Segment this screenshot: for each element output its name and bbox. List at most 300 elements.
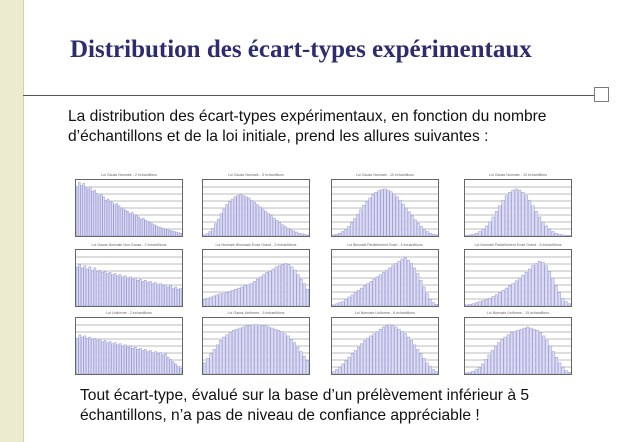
histogram-bar: [162, 228, 164, 236]
histogram-bar: [162, 355, 164, 374]
histogram-bar: [372, 195, 374, 236]
histogram-bar: [407, 337, 409, 374]
histogram-bar: [385, 270, 387, 306]
histogram-bar: [435, 235, 437, 236]
histogram-bar: [225, 293, 227, 306]
histogram-bar: [357, 290, 359, 306]
histogram-bar: [87, 189, 89, 236]
chart-plot-area: [331, 317, 439, 375]
histogram-bar: [395, 327, 397, 374]
histogram-bar: [94, 338, 96, 374]
histogram-bar: [212, 228, 214, 236]
histogram-bar: [247, 285, 249, 306]
histogram-bar: [469, 304, 472, 306]
histogram-bar: [530, 328, 533, 374]
histogram-bar: [256, 205, 258, 236]
histogram-bar: [112, 202, 114, 236]
histogram-bar: [278, 266, 280, 306]
histogram-bar: [223, 209, 225, 236]
histogram-bar: [551, 232, 554, 236]
histogram-bar: [335, 304, 337, 306]
histogram-chart-9: [75, 311, 183, 383]
histogram-bar: [416, 274, 418, 306]
chart-title: Loi Gauss Normale - 15 échantillons: [489, 173, 547, 177]
histogram-bar: [432, 303, 434, 306]
histogram-bar: [518, 278, 521, 306]
histogram-bar: [357, 214, 359, 236]
histogram-bar: [520, 329, 523, 374]
histogram-bar: [332, 305, 334, 306]
histogram-bar: [432, 234, 434, 236]
histogram-bar: [160, 284, 162, 306]
histogram-bar: [81, 337, 83, 374]
histogram-bar: [548, 229, 551, 236]
histogram-bar: [117, 276, 119, 306]
histogram-bar: [535, 263, 538, 306]
histogram-bar: [363, 286, 365, 306]
histogram-svg: [203, 250, 309, 306]
histogram-bar: [568, 372, 571, 374]
histogram-svg: [332, 318, 438, 374]
chart-title: Loi Gauss Normale - 2 échantillons: [101, 173, 157, 177]
histogram-bar: [388, 268, 390, 306]
histogram-bar: [488, 355, 491, 374]
histogram-bar: [152, 353, 154, 374]
chart-title: Loi Gauss Normale - 5 échantillons: [228, 173, 284, 177]
histogram-bar: [339, 367, 341, 374]
histogram-bar: [169, 230, 171, 236]
histogram-bar: [472, 304, 475, 306]
histogram-bar: [410, 340, 412, 374]
histogram-bar: [306, 361, 309, 374]
histogram-bar: [291, 267, 293, 306]
histogram-bar: [423, 358, 425, 374]
histogram-bar: [420, 354, 422, 374]
histogram-bar: [203, 235, 205, 236]
histogram-bar: [122, 346, 124, 374]
histogram-bar: [170, 359, 172, 374]
histogram-bar: [256, 279, 258, 306]
histogram-bar: [290, 230, 292, 236]
histogram-bar: [287, 265, 289, 306]
histogram-bar: [78, 182, 80, 236]
histogram-bar: [242, 196, 244, 236]
histogram-bar: [255, 325, 258, 374]
histogram-bar: [144, 349, 146, 374]
chart-plot-area: [464, 249, 572, 307]
histogram-bar: [279, 223, 281, 236]
histogram-bar: [405, 208, 407, 236]
histogram-bar: [165, 354, 167, 374]
histogram-bar: [172, 362, 174, 374]
histogram-bar: [370, 336, 372, 374]
histogram-bar: [416, 349, 418, 374]
histogram-bar: [475, 370, 478, 374]
histogram-bar: [522, 192, 525, 236]
histogram-bar: [410, 263, 412, 306]
divider-end-box: [594, 87, 609, 102]
histogram-bar: [376, 277, 378, 306]
histogram-bar: [426, 294, 428, 306]
histogram-bar: [127, 278, 129, 306]
histogram-chart-2: [202, 173, 310, 245]
histogram-bar: [512, 284, 515, 306]
histogram-bar: [344, 229, 346, 236]
histogram-bar: [281, 225, 283, 236]
histogram-svg: [76, 180, 182, 236]
histogram-bar: [94, 190, 96, 236]
histogram-bar: [101, 195, 103, 236]
histogram-bar: [411, 216, 413, 236]
histogram-bar: [417, 223, 419, 236]
histogram-bar: [508, 192, 511, 236]
histogram-bar: [341, 232, 343, 236]
histogram-bar: [382, 272, 384, 306]
histogram-bar: [332, 235, 334, 236]
intro-paragraph: La distribution des écart-types expérimentaux, en fonction du nombre d’échantillons et de la loi initiale, prend les allures suivantes :: [68, 108, 547, 145]
histogram-bar: [165, 229, 167, 236]
histogram-bar: [206, 234, 208, 236]
chart-title: Loi Normale Uniforme - 8 échantillons: [354, 311, 416, 315]
histogram-bar: [91, 339, 93, 374]
histogram-chart-5: [75, 243, 183, 315]
histogram-bar: [273, 218, 275, 236]
histogram-bar: [114, 343, 116, 374]
histogram-bar: [402, 204, 404, 236]
histogram-bar: [339, 303, 341, 306]
histogram-bar: [332, 372, 334, 374]
histogram-bar: [214, 224, 216, 236]
histogram-bar: [276, 220, 278, 236]
histogram-bar: [561, 235, 564, 236]
histogram-bar: [381, 190, 383, 236]
histogram-chart-8: [464, 243, 572, 315]
histogram-bar: [298, 233, 300, 236]
histogram-bar: [270, 216, 272, 236]
histogram-bar: [157, 285, 159, 306]
histogram-bar: [79, 265, 81, 306]
histogram-bar: [131, 212, 133, 236]
chart-title: Loi Normale Partiellement Ecart Grand - 5 échantillons: [474, 243, 562, 247]
histogram-bar: [124, 276, 126, 306]
histogram-bar: [263, 275, 265, 306]
histogram-bar: [81, 186, 83, 236]
histogram-bar: [228, 291, 230, 306]
histogram-bar: [545, 226, 548, 236]
histogram-bar: [390, 192, 392, 236]
histogram-bar: [568, 235, 571, 236]
histogram-bar: [142, 281, 144, 306]
histogram-bar: [269, 271, 271, 306]
histogram-svg: [465, 318, 571, 374]
histogram-bar: [426, 232, 428, 236]
histogram-bar: [396, 197, 398, 236]
histogram-bar: [94, 268, 96, 306]
histogram-bar: [413, 268, 415, 306]
histogram-bar: [259, 207, 261, 236]
histogram-bar: [297, 275, 299, 306]
histogram-bar: [523, 328, 526, 374]
histogram-bar: [375, 192, 377, 236]
histogram-bar: [129, 277, 131, 306]
histogram-bar: [392, 326, 394, 374]
histogram-bar: [538, 261, 541, 306]
histogram-bar: [287, 336, 290, 374]
histogram-bar: [149, 223, 151, 236]
histogram-bar: [478, 367, 481, 374]
histogram-bar: [116, 204, 118, 236]
histogram-bar: [348, 297, 350, 306]
histogram-bar: [404, 334, 406, 374]
histogram-bar: [104, 340, 106, 374]
histogram-bar: [222, 294, 224, 306]
histogram-bar: [103, 197, 105, 236]
histogram-bar: [242, 327, 245, 374]
histogram-bar: [515, 281, 518, 306]
histogram-bar: [220, 214, 222, 236]
histogram-bar: [104, 271, 106, 306]
histogram-bar: [535, 211, 538, 236]
histogram-bar: [114, 205, 116, 236]
histogram-bar: [536, 330, 539, 374]
histogram-bar: [177, 366, 179, 374]
histogram-bar: [335, 234, 337, 236]
histogram-bar: [209, 232, 211, 236]
histogram-bar: [293, 231, 295, 236]
histogram-chart-4: [464, 173, 572, 245]
histogram-bar: [89, 267, 91, 306]
histogram-svg: [332, 180, 438, 236]
histogram-bar: [465, 235, 468, 236]
histogram-bar: [76, 267, 78, 306]
histogram-bar: [127, 211, 129, 236]
histogram-bar: [147, 221, 149, 236]
histogram-bar: [539, 333, 542, 374]
histogram-bar: [401, 259, 403, 306]
histogram-bar: [203, 299, 205, 306]
histogram-bar: [137, 280, 139, 306]
histogram-svg: [332, 250, 438, 306]
histogram-bar: [129, 214, 131, 236]
histogram-bar: [482, 300, 485, 306]
histogram-bar: [129, 346, 131, 374]
histogram-bar: [401, 331, 403, 374]
histogram-bar: [565, 235, 568, 236]
histogram-bar: [180, 288, 182, 306]
chart-title: Loi Normale Uniforme - 15 échantillons: [486, 311, 550, 315]
histogram-bar: [235, 329, 238, 374]
histogram-bar: [210, 297, 212, 306]
histogram-bar: [351, 295, 353, 306]
histogram-bar: [508, 286, 511, 306]
histogram-bar: [290, 339, 293, 374]
histogram-bar: [237, 196, 239, 236]
histogram-bar: [501, 339, 504, 374]
histogram-bar: [348, 357, 350, 374]
histogram-bar: [240, 195, 242, 236]
histogram-bar: [281, 265, 283, 306]
histogram-bar: [147, 282, 149, 306]
chart-title: Loi Bimodal Partiellement Ecart - 5 échantillons: [347, 243, 423, 247]
histogram-bar: [114, 274, 116, 306]
histogram-bar: [248, 198, 250, 236]
histogram-bar: [555, 233, 558, 236]
histogram-bar: [213, 296, 215, 306]
histogram-bar: [357, 347, 359, 374]
histogram-bar: [399, 200, 401, 236]
chart-title: Loi Normale Bimodale Ecart Grand - 5 échantillons: [215, 243, 297, 247]
histogram-svg: [465, 180, 571, 236]
chart-plot-area: [202, 249, 310, 307]
histogram-bar: [423, 229, 425, 236]
histogram-bar: [229, 333, 232, 374]
histogram-bar: [532, 266, 535, 306]
histogram-bar: [414, 220, 416, 236]
histogram-bar: [101, 272, 103, 306]
histogram-bar: [137, 349, 139, 374]
histogram-bar: [354, 293, 356, 306]
histogram-bar: [250, 284, 252, 306]
histogram-bar: [107, 274, 109, 306]
histogram-bar: [475, 233, 478, 236]
histogram-bar: [517, 330, 520, 374]
histogram-bar: [294, 270, 296, 306]
histogram-bar: [378, 191, 380, 236]
histogram-bar: [528, 200, 531, 236]
histogram-bar: [226, 205, 228, 236]
histogram-bar: [98, 196, 100, 236]
histogram-bar: [124, 345, 126, 374]
chart-plot-area: [464, 317, 572, 375]
histogram-bar: [306, 289, 308, 306]
histogram-bar: [360, 210, 362, 236]
histogram-chart-6: [202, 243, 310, 315]
histogram-bar: [156, 226, 158, 236]
histogram-bar: [96, 271, 98, 306]
histogram-bar: [284, 334, 287, 374]
histogram-bar: [149, 350, 151, 374]
histogram-bar: [284, 263, 286, 306]
histogram-bar: [125, 210, 127, 236]
histogram-bar: [350, 223, 352, 236]
histogram-bar: [231, 290, 233, 306]
histogram-bar: [134, 347, 136, 374]
histogram-chart-1: [75, 173, 183, 245]
histogram-bar: [81, 268, 83, 306]
histogram-bar: [300, 279, 302, 306]
histogram-bar: [363, 340, 365, 374]
histogram-bar: [160, 228, 162, 236]
histogram-bar: [295, 232, 297, 236]
chart-plot-area: [331, 249, 439, 307]
slide-title: Distribution des écart-types expérimentaux: [70, 36, 532, 63]
histogram-bar: [206, 298, 208, 306]
histogram-bar: [217, 219, 219, 236]
histogram-bar: [495, 211, 498, 236]
histogram-bar: [120, 208, 122, 236]
histogram-bar: [426, 363, 428, 374]
histogram-bar: [420, 226, 422, 236]
histogram-svg: [465, 250, 571, 306]
histogram-bar: [142, 350, 144, 374]
histogram-bar: [84, 336, 86, 374]
histogram-bar: [304, 234, 306, 236]
histogram-bar: [502, 200, 505, 236]
histogram-bar: [213, 349, 216, 374]
histogram-bar: [99, 270, 101, 306]
histogram-bar: [167, 230, 169, 236]
histogram-bar: [271, 328, 274, 374]
chart-title: Loi Gauss Uniforme - 5 échantillons: [227, 311, 285, 315]
histogram-bar: [408, 212, 410, 236]
histogram-bar: [379, 275, 381, 306]
histogram-bar: [497, 343, 500, 374]
histogram-bar: [369, 198, 371, 236]
histogram-bar: [373, 334, 375, 374]
histogram-bar: [238, 288, 240, 306]
histogram-bar: [504, 337, 507, 374]
histogram-bar: [245, 197, 247, 236]
histogram-bar: [265, 211, 267, 236]
chart-plot-area: [75, 179, 183, 237]
histogram-bar: [165, 285, 167, 306]
histogram-bar: [275, 267, 277, 306]
side-decoration-band: [0, 0, 24, 442]
histogram-bar: [86, 338, 88, 374]
histogram-bar: [515, 189, 518, 236]
histogram-bar: [366, 201, 368, 236]
histogram-bar: [538, 217, 541, 236]
histogram-bar: [420, 280, 422, 306]
histogram-bar: [139, 348, 141, 374]
histogram-bar: [142, 218, 144, 236]
histogram-bar: [296, 347, 299, 374]
histogram-chart-12: [464, 311, 572, 383]
histogram-bar: [92, 191, 94, 236]
histogram-bar: [96, 193, 98, 236]
histogram-bar: [370, 281, 372, 306]
histogram-bar: [151, 224, 153, 236]
histogram-bar: [253, 202, 255, 236]
histogram-bar: [101, 342, 103, 374]
histogram-bar: [140, 219, 142, 236]
histogram-bar: [107, 199, 109, 236]
histogram-bar: [109, 342, 111, 374]
histogram-bar: [376, 331, 378, 374]
histogram-bar: [228, 201, 230, 236]
histogram-bar: [99, 339, 101, 374]
histogram-bar: [429, 299, 431, 306]
histogram-bar: [287, 228, 289, 236]
histogram-bar: [300, 352, 303, 374]
histogram-bar: [180, 368, 182, 374]
histogram-bar: [435, 372, 437, 374]
histogram-bar: [568, 304, 571, 306]
histogram-bar: [373, 279, 375, 306]
histogram-bar: [259, 277, 261, 306]
histogram-bar: [267, 214, 269, 236]
histogram-bar: [253, 281, 255, 306]
histogram-bar: [502, 290, 505, 306]
histogram-bar: [525, 272, 528, 306]
chart-plot-area: [464, 179, 572, 237]
histogram-bar: [177, 289, 179, 306]
histogram-bar: [485, 359, 488, 374]
histogram-bar: [226, 335, 229, 374]
histogram-bar: [472, 371, 475, 374]
histogram-bar: [491, 350, 494, 374]
histogram-bar: [122, 277, 124, 306]
